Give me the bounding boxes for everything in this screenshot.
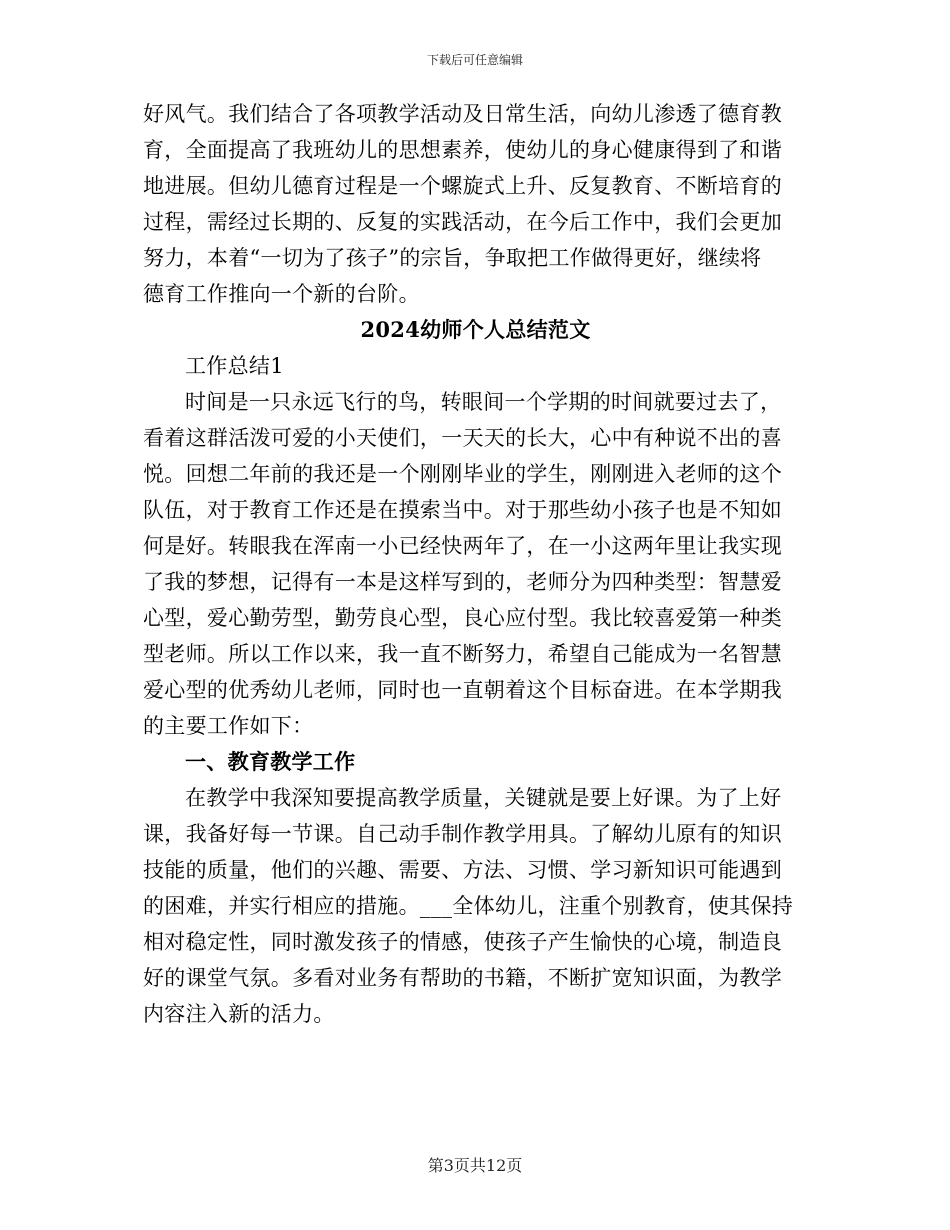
paragraph-line: 悦。回想二年前的我还是一个刚刚毕业的学生，刚刚进入老师的这个 bbox=[143, 462, 782, 486]
paragraph-line: 了我的梦想，记得有一本是这样写到的，老师分为四种类型：智慧爱 bbox=[143, 570, 782, 594]
paragraph-line: 型老师。所以工作以来，我一直不断努力，希望自己能成为一名智慧 bbox=[143, 642, 782, 666]
paragraph-line: 课，我备好每一节课。自己动手制作教学用具。了解幼儿原有的知识 bbox=[143, 822, 782, 846]
paragraph-line: 的困难，并实行相应的措施。___全体幼儿，注重个别教育，使其保持 bbox=[143, 894, 794, 918]
paragraph-line: 心型，爱心勤劳型，勤劳良心型，良心应付型。我比较喜爱第一种类 bbox=[143, 606, 782, 630]
paragraph-line: 何是好。转眼我在浑南一小已经快两年了，在一小这两年里让我实现 bbox=[143, 534, 782, 558]
paragraph-line: 的主要工作如下： bbox=[143, 714, 314, 738]
paragraph-line: 努力，本着“一切为了孩子”的宗旨，争取把工作做得更好，继续将 bbox=[143, 246, 762, 270]
paragraph-line: 相对稳定性，同时激发孩子的情感，使孩子产生愉快的心境，制造良 bbox=[143, 930, 782, 954]
page-header: 下载后可任意编辑 bbox=[426, 53, 523, 67]
document-body bbox=[143, 96, 808, 1032]
paragraph-line: 内容注入新的活力。 bbox=[143, 1002, 335, 1026]
paragraph-line: 队伍，对于教育工作还是在摸索当中。对于那些幼小孩子也是不知如 bbox=[143, 498, 782, 522]
paragraph-line: 在教学中我深知要提高教学质量，关键就是要上好课。为了上好 bbox=[185, 786, 782, 810]
paragraph-line: 时间是一只永远飞行的鸟，转眼间一个学期的时间就要过去了， bbox=[185, 390, 782, 414]
document-title: 2024幼师个人总结范文 bbox=[360, 317, 591, 342]
paragraph-line: 爱心型的优秀幼儿老师，同时也一直朝着这个目标奋进。在本学期我 bbox=[143, 678, 782, 702]
page-number: 第3页共12页 bbox=[427, 1156, 523, 1175]
paragraph-line: 好风气。我们结合了各项教学活动及日常生活，向幼儿渗透了德育教 bbox=[143, 102, 782, 126]
paragraph-line: 技能的质量，他们的兴趣、需要、方法、习惯、学习新知识可能遇到 bbox=[143, 858, 782, 882]
section-heading: 一、教育教学工作 bbox=[185, 749, 356, 774]
paragraph-line: 育，全面提高了我班幼儿的思想素养，使幼儿的身心健康得到了和谐 bbox=[143, 138, 782, 162]
paragraph-line: 看着这群活泼可爱的小天使们，一天天的长大，心中有种说不出的喜 bbox=[143, 426, 782, 450]
paragraph-line: 德育工作推向一个新的台阶。 bbox=[143, 282, 420, 306]
paragraph-line: 好的课堂气氛。多看对业务有帮助的书籍，不断扩宽知识面，为教学 bbox=[143, 966, 782, 990]
paragraph-line: 地进展。但幼儿德育过程是一个螺旋式上升、反复教育、不断培育的 bbox=[143, 174, 782, 198]
paragraph-line: 过程，需经过长期的、反复的实践活动，在今后工作中，我们会更加 bbox=[143, 210, 782, 234]
section-subtitle: 工作总结1 bbox=[185, 354, 284, 378]
